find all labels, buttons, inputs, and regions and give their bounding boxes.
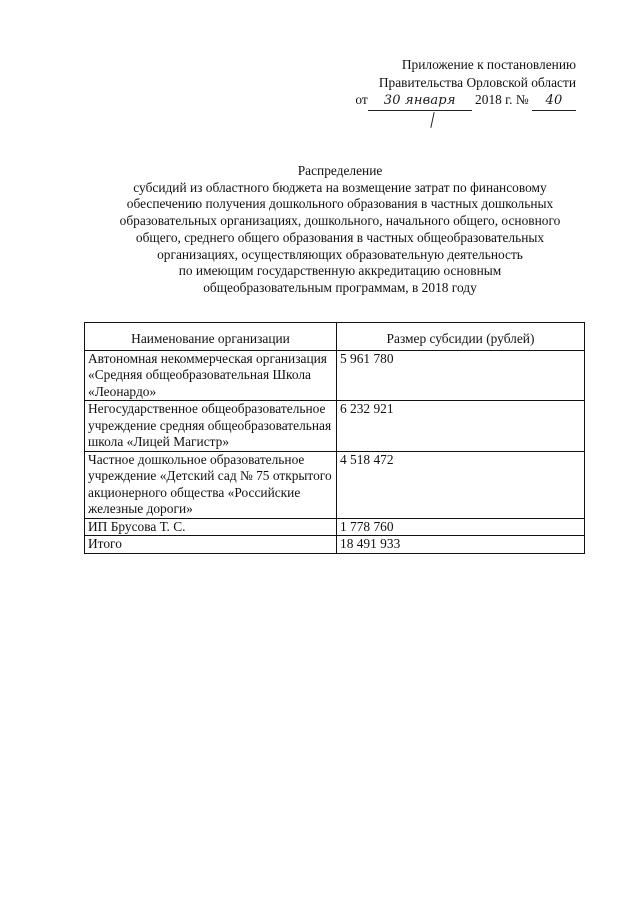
date-prefix: от: [355, 92, 368, 107]
table-header-row: [85, 323, 585, 351]
title-line: по имеющим государственную аккредитацию основным: [178, 263, 502, 279]
appendix-block: [355, 56, 576, 111]
year-number-label: 2018 г. №: [475, 92, 529, 107]
org-name-cell: Автономная некоммерческая организация «Средняя общеобразовательная Школа «Леонардо»: [85, 350, 337, 401]
subsidy-table: [84, 322, 585, 554]
header-organization: Наименование организации: [85, 323, 337, 351]
appendix-line-1: Приложение к постановлению: [401, 57, 576, 72]
table-total-row: [85, 536, 585, 554]
amount-cell: 6 232 921: [337, 401, 585, 452]
total-label-cell: Итого: [85, 536, 337, 554]
org-name-cell: Негосударственное общеобразовательное учреждение средняя общеобразовательная школа «Лицей Магистр»: [85, 401, 337, 452]
title-line: субсидий из областного бюджета на возмещение затрат по финансовому: [133, 179, 547, 195]
table-row: [85, 401, 585, 452]
table-row: [85, 518, 585, 536]
handwriting-stroke: [430, 112, 434, 128]
title-line: общего, среднего общего образования в частных общеобразовательных: [135, 229, 545, 245]
table-row: [85, 350, 585, 401]
header-amount: Размер субсидии (рублей): [337, 323, 585, 351]
appendix-date-line: [355, 91, 576, 111]
title-line: образовательных организациях, дошкольного, начального общего, основного: [119, 213, 561, 229]
title-line: обеспечению получения дошкольного образования в частных дошкольных: [126, 196, 554, 212]
title-line: организациях, осуществляющих образовательную деятельность: [157, 246, 523, 262]
amount-cell: 4 518 472: [337, 451, 585, 518]
org-name-cell: ИП Брусова Т. С.: [85, 518, 337, 536]
total-amount-cell: 18 491 933: [337, 536, 585, 554]
document-title: [70, 163, 610, 297]
handwritten-date: 30 января: [368, 91, 472, 111]
appendix-line-2: Правительства Орловской области: [378, 74, 576, 90]
title-heading: Распределение: [297, 163, 383, 178]
table-row: [85, 451, 585, 518]
handwritten-number: 40: [532, 91, 576, 111]
amount-cell: 5 961 780: [337, 350, 585, 401]
amount-cell: 1 778 760: [337, 518, 585, 536]
title-line: общеобразовательным программам, в 2018 году: [203, 279, 477, 295]
org-name-cell: Частное дошкольное образовательное учреждение «Детский сад № 75 открытого акционерного общества «Российские железные дороги»: [85, 451, 337, 518]
